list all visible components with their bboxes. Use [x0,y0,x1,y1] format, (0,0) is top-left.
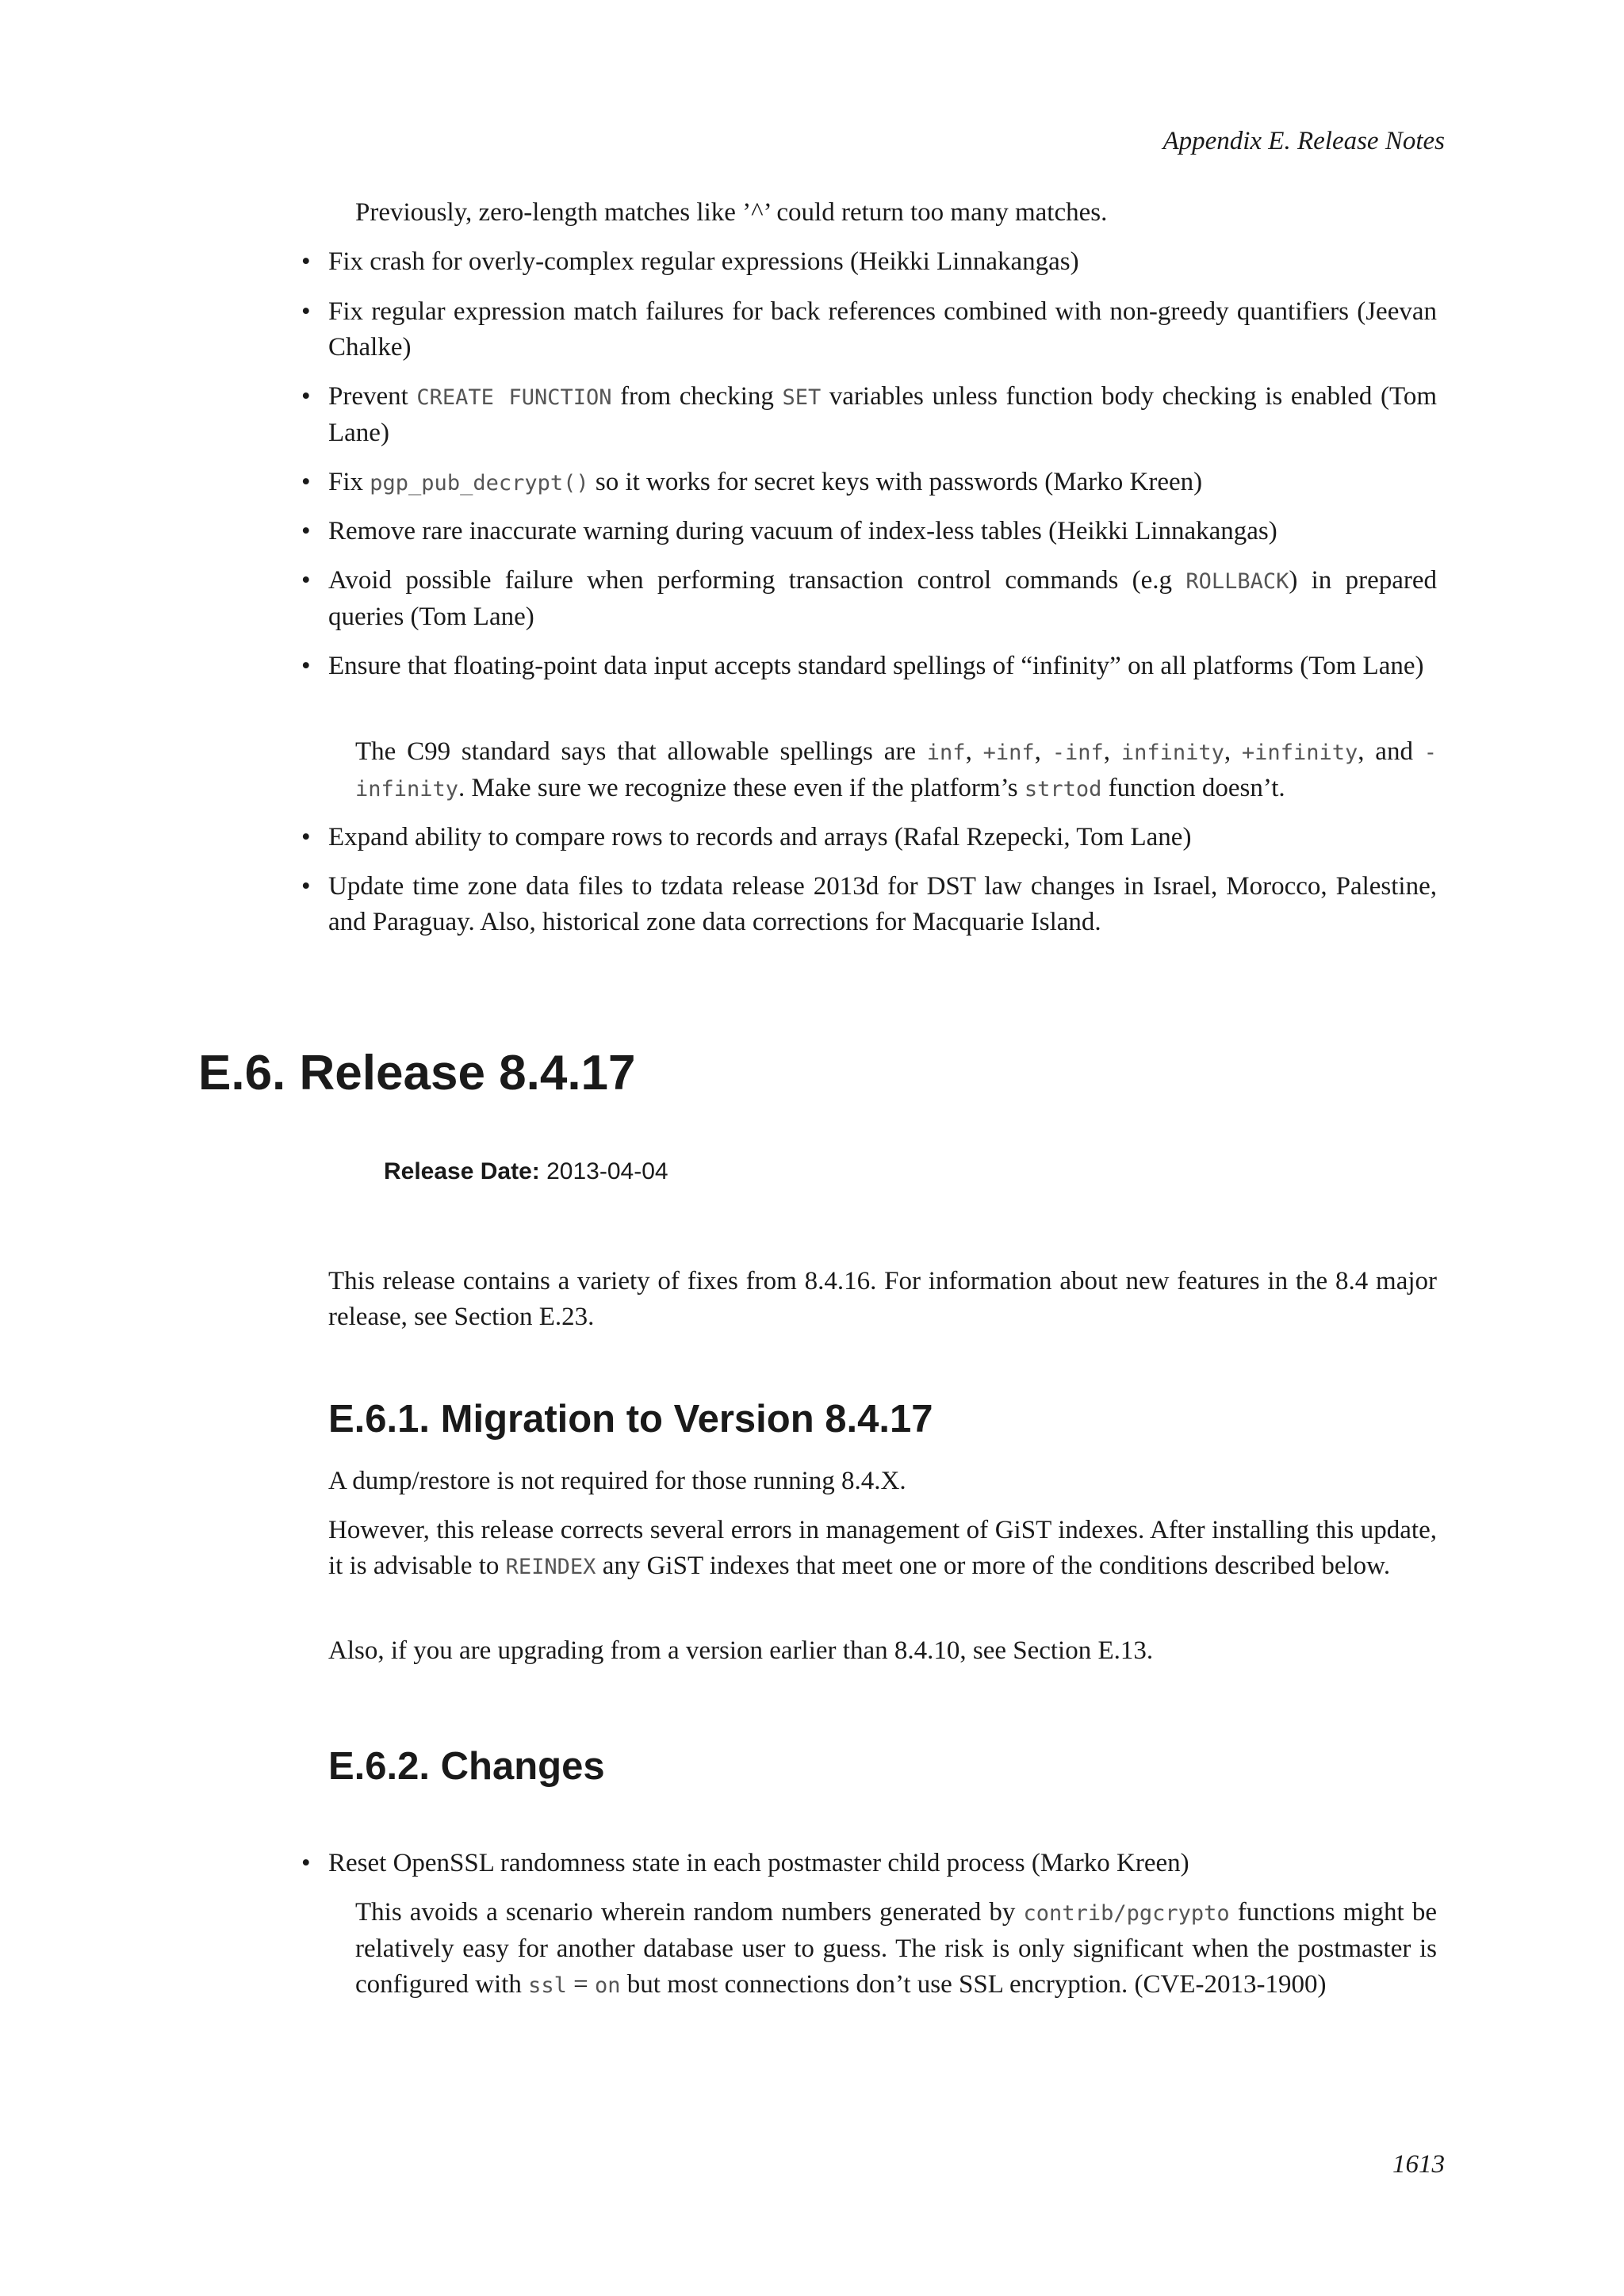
subsection-title: E.6.2. Changes [328,1745,605,1788]
inline-code: REINDEX [505,1555,596,1579]
inline-code: on [595,1973,621,1998]
bullet-icon: • [301,247,311,276]
list-item: • Prevent CREATE FUNCTION from checking SET variables unless function body checking is enabled (Tom Lane) [328,379,1437,451]
release-date: Release Date: 2013-04-04 [384,1158,668,1184]
continuation-paragraph: Previously, zero-length matches like ’^’ could return too many matches. [355,198,1108,227]
inline-code: CREATE FUNCTION [416,385,612,410]
running-header: Appendix E. Release Notes [1162,127,1445,155]
bullet-icon: • [301,652,311,680]
bullet-icon: • [301,382,311,411]
list-item: • Expand ability to compare rows to records and arrays (Rafal Rzepecki, Tom Lane) [328,820,1437,855]
page-number: 1613 [1392,2150,1445,2179]
list-item: • Reset OpenSSL randomness state in each postmaster child process (Marko Kreen) [328,1846,1437,1881]
paragraph: This avoids a scenario wherein random numbers generated by contrib/pgcrypto functions might be relatively easy for another database user to guess. The risk is only significant when the postmaster is configured with ssl = on but most connections don’t use SSL encryption. (CVE-2013-1900) [355,1898,1437,1999]
section-title: E.6. Release 8.4.17 [198,1046,636,1100]
inline-code: inf [926,740,966,765]
bullet-icon: • [301,297,311,326]
paragraph: A dump/restore is not required for those running 8.4.X. [328,1467,906,1495]
bullet-icon: • [301,517,311,545]
intro-paragraph: This release contains a variety of fixes from 8.4.16. For information about new features in the 8.4 major release, see Section E.23. [328,1267,1437,1331]
inline-code: pgp_pub_decrypt() [370,471,589,496]
bullet-icon: • [301,566,311,595]
list-item: • Fix pgp_pub_decrypt() so it works for secret keys with passwords (Marko Kreen) [328,465,1437,501]
inline-code: ssl [528,1973,567,1998]
list-item: • Fix regular expression match failures for back references combined with non-greedy quantifiers (Jeevan Chalke) [328,294,1437,365]
bullet-icon: • [301,1849,311,1877]
list-item: • Remove rare inaccurate warning during vacuum of index-less tables (Heikki Linnakangas) [328,514,1437,549]
inline-code: infinity [1120,740,1224,765]
inline-code: SET [782,385,822,410]
inline-code: strtod [1024,777,1102,802]
subsection-title: E.6.1. Migration to Version 8.4.17 [328,1398,933,1441]
paragraph: However, this release corrects several errors in management of GiST indexes. After installing this update, it is advisable to REINDEX any GiST indexes that meet one or more of the conditions described below. [328,1516,1437,1580]
inline-code: contrib/pgcrypto [1023,1901,1230,1926]
list-item: • Update time zone data files to tzdata release 2013d for DST law changes in Israel, Morocco, Palestine, and Paraguay. Also, historical zone data corrections for Macquarie Island. [328,869,1437,940]
c99-paragraph: The C99 standard says that allowable spellings are inf, +inf, -inf, infinity, +infinity, and -infinity. Make sure we recognize these even if the platform’s strtod function doesn’t. [355,737,1438,802]
list-item: • Ensure that floating-point data input accepts standard spellings of “infinity” on all platforms (Tom Lane) [328,649,1437,684]
bullet-icon: • [301,468,311,496]
inline-code: ROLLBACK [1185,569,1289,594]
inline-code: -inf [1051,740,1104,765]
paragraph: Also, if you are upgrading from a version earlier than 8.4.10, see Section E.13. [328,1636,1154,1665]
list-item: • Fix crash for overly-complex regular expressions (Heikki Linnakangas) [328,244,1437,280]
bullet-icon: • [301,823,311,851]
inline-code: +infinity [1241,740,1358,765]
bullet-icon: • [301,872,311,901]
inline-code: -infinity [355,740,1438,802]
inline-code: +inf [982,740,1035,765]
list-item: • Avoid possible failure when performing transaction control commands (e.g ROLLBACK) in prepared queries (Tom Lane) [328,563,1437,635]
